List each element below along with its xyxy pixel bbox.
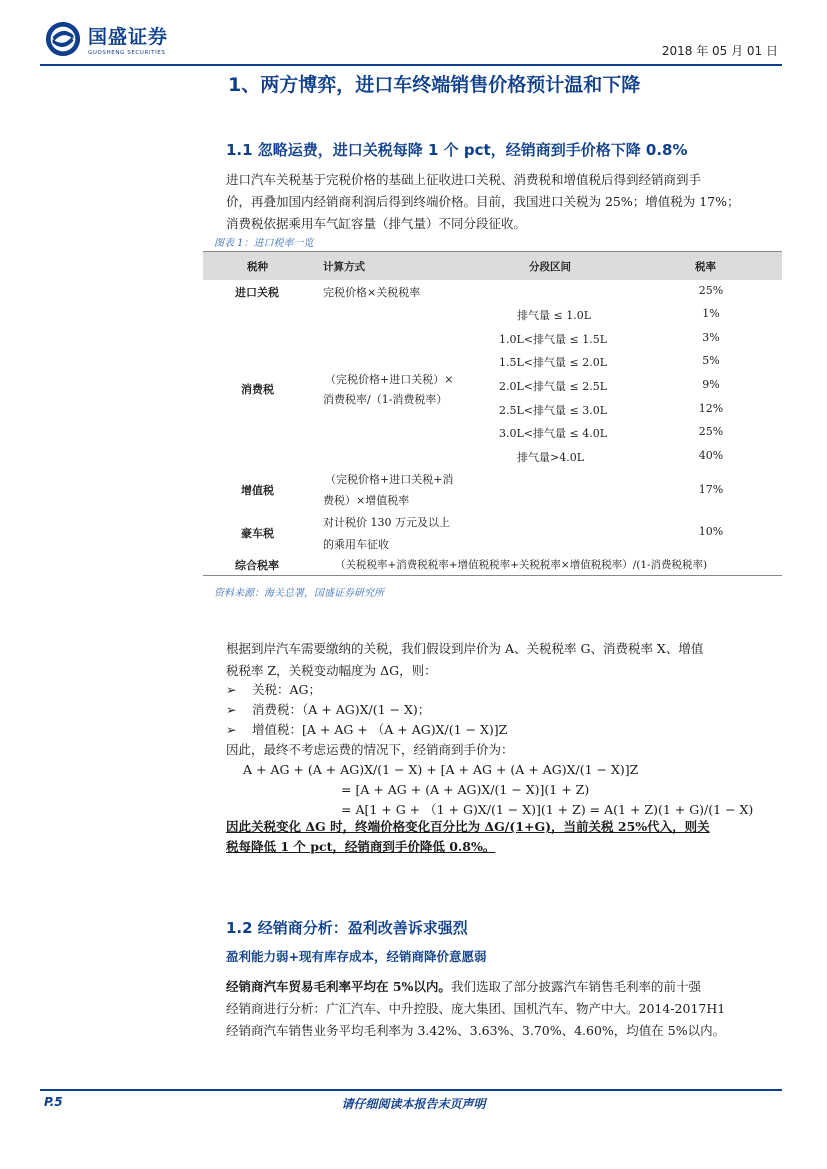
bullet-label: 关税： [252,682,290,697]
page-header [40,18,782,64]
equation-line: = A[1 + G + （1 + G)X/(1 − X)](1 + Z) = A(1 + Z)(1 + G)/(1 − X) [341,802,754,817]
tax-method: （完税价格+进口关税）× [325,373,454,386]
subsection-title-1-1: 1.1 忽略运费，进口关税每降 1 个 pct，经销商到手价格下降 0.8% [226,141,688,159]
header-divider [40,64,782,66]
bullet-formula: AG； [289,682,322,697]
bold-lead: 经销商汽车贸易毛利率平均在 5%以内。 [226,979,451,994]
bullet-formula: [A + AG + （A + AG)X/(1 − X)]Z [302,722,508,737]
key-conclusion: 因此关税变化 ΔG 时，终端价格变化百分比为 ΔG/(1+G)，当前关税 25%代入，则关 [226,819,710,834]
bracket-range: 排气量>4.0L [517,451,585,464]
text-line: 消费税依据乘用车气缸容量（排气量）不同分段征收。 [226,216,527,231]
dealer-paragraph [226,976,782,1042]
conclusion-lead: 因此，最终不考虑运费的情况下，经销商到手价为： [226,742,514,757]
tax-method: （完税价格+进口关税+消 [325,473,454,486]
brand-name-en: GUOSHENG SECURITIES [88,50,166,56]
tax-method: 费税）×增值税率 [323,494,410,507]
tax-type-combined: 综合税率 [235,559,279,572]
bracket-range: 2.0L<排气量 ≤ 2.5L [499,380,608,393]
report-date: 2018 年 05 月 01 日 [661,44,778,58]
table-header-cell: 税率 [695,261,716,273]
bracket-range: 3.0L<排气量 ≤ 4.0L [499,427,608,440]
tax-rate: 17% [698,483,724,496]
tax-method: 消费税率/（1-消费税率） [323,393,448,406]
bracket-range: 排气量 ≤ 1.0L [517,309,592,322]
disclaimer-note: 请仔细阅读本报告末页声明 [341,1097,486,1111]
bullet-label: 消费税： [252,702,303,717]
text-line: 价，再叠加国内经销商利润后得到终端价格。目前，我国进口关税为 25%；增值税为 17%； [226,194,740,209]
bullet-formula: （A + AG)X/(1 − X)； [302,702,431,717]
intro-paragraph [226,169,782,235]
tax-method: （关税税率+消费税税率+增值税税率+关税税率×增值税税率）/(1-消费税税率) [335,559,708,571]
bracket-rate: 1% [702,307,720,320]
bracket-range: 2.5L<排气量 ≤ 3.0L [499,404,608,417]
tax-rate-table [203,251,782,576]
text-line: 税税率 Z，关税变动幅度为 ΔG，则： [226,663,437,678]
tax-method: 的乘用车征收 [323,538,389,551]
equation-line: = [A + AG + (A + AG)X/(1 − X)](1 + Z) [341,782,590,797]
bullet-item [226,720,507,740]
tax-method: 完税价格×关税税率 [323,286,421,299]
bullet-item [226,700,430,720]
tax-type-vat: 增值税 [241,484,274,497]
text-line: 进口汽车关税基于完税价格的基础上征收进口关税、消费税和增值税后得到经销商到手 [226,172,702,187]
equation-line: A + AG + (A + AG)X/(1 − X) + [A + AG + (A + AG)X/(1 − X)]Z [243,762,639,777]
brand-logo [44,20,168,58]
arrow-bullet-icon: ➢ [226,682,237,697]
derivation-lead [226,638,782,682]
text-span: 我们选取了部分披露汽车销售毛利率的前十强 [450,979,701,994]
text-line: 根据到岸汽车需要缴纳的关税，我们假设到岸价为 A、关税税率 G、消费税率 X、增值 [226,641,704,656]
brand-name: 国盛证券 [88,26,169,48]
section-title: 1、两方博弈，进口车终端销售价格预计温和下降 [228,74,641,96]
text-line: 经销商进行分析：广汇汽车、中升控股、庞大集团、国机汽车、物产中大。2014-2017H1 [226,1001,726,1016]
key-conclusion: 税每降低 1 个 pct，经销商到手价降低 0.8%。 [226,839,496,854]
tax-type-consumption: 消费税 [241,383,274,396]
tax-type-luxury: 豪车税 [241,527,274,540]
bracket-rate: 9% [702,378,720,391]
arrow-bullet-icon: ➢ [226,702,237,717]
bracket-rate: 3% [702,331,720,344]
bracket-rate: 12% [698,402,724,415]
bracket-range: 1.5L<排气量 ≤ 2.0L [499,356,608,369]
tax-type-import: 进口关税 [235,286,279,299]
tax-method: 对计税价 130 万元及以上 [323,516,450,529]
subsection-title-1-2: 1.2 经销商分析：盈利改善诉求强烈 [226,919,468,937]
table-header-cell: 计算方式 [323,261,365,273]
tax-rate: 25% [698,284,724,297]
table-header-cell: 分段区间 [529,261,571,273]
guosheng-logo-icon [44,20,82,58]
table-header-row [203,252,782,280]
table-caption: 图表 1：进口税率一览 [214,238,314,249]
bracket-rate: 5% [702,354,720,367]
bullet-item [226,680,321,700]
bracket-rate: 25% [698,425,724,438]
footer-divider [40,1089,782,1091]
bracket-rate: 40% [698,449,724,462]
table-header-cell: 税种 [247,261,268,273]
table-source: 资料来源：海关总署，国盛证券研究所 [214,588,384,599]
text-line [226,976,782,998]
arrow-bullet-icon: ➢ [226,722,237,737]
text-line: 经销商汽车销售业务平均毛利率为 3.42%、3.63%、3.70%、4.60%，均值在 5%以内。 [226,1023,726,1038]
bracket-range: 1.0L<排气量 ≤ 1.5L [499,333,608,346]
subsection-subhead: 盈利能力弱+现有库存成本，经销商降价意愿弱 [226,949,487,964]
bullet-label: 增值税： [252,722,303,737]
tax-rate: 10% [698,525,724,538]
page-number: P.5 [44,1095,63,1109]
